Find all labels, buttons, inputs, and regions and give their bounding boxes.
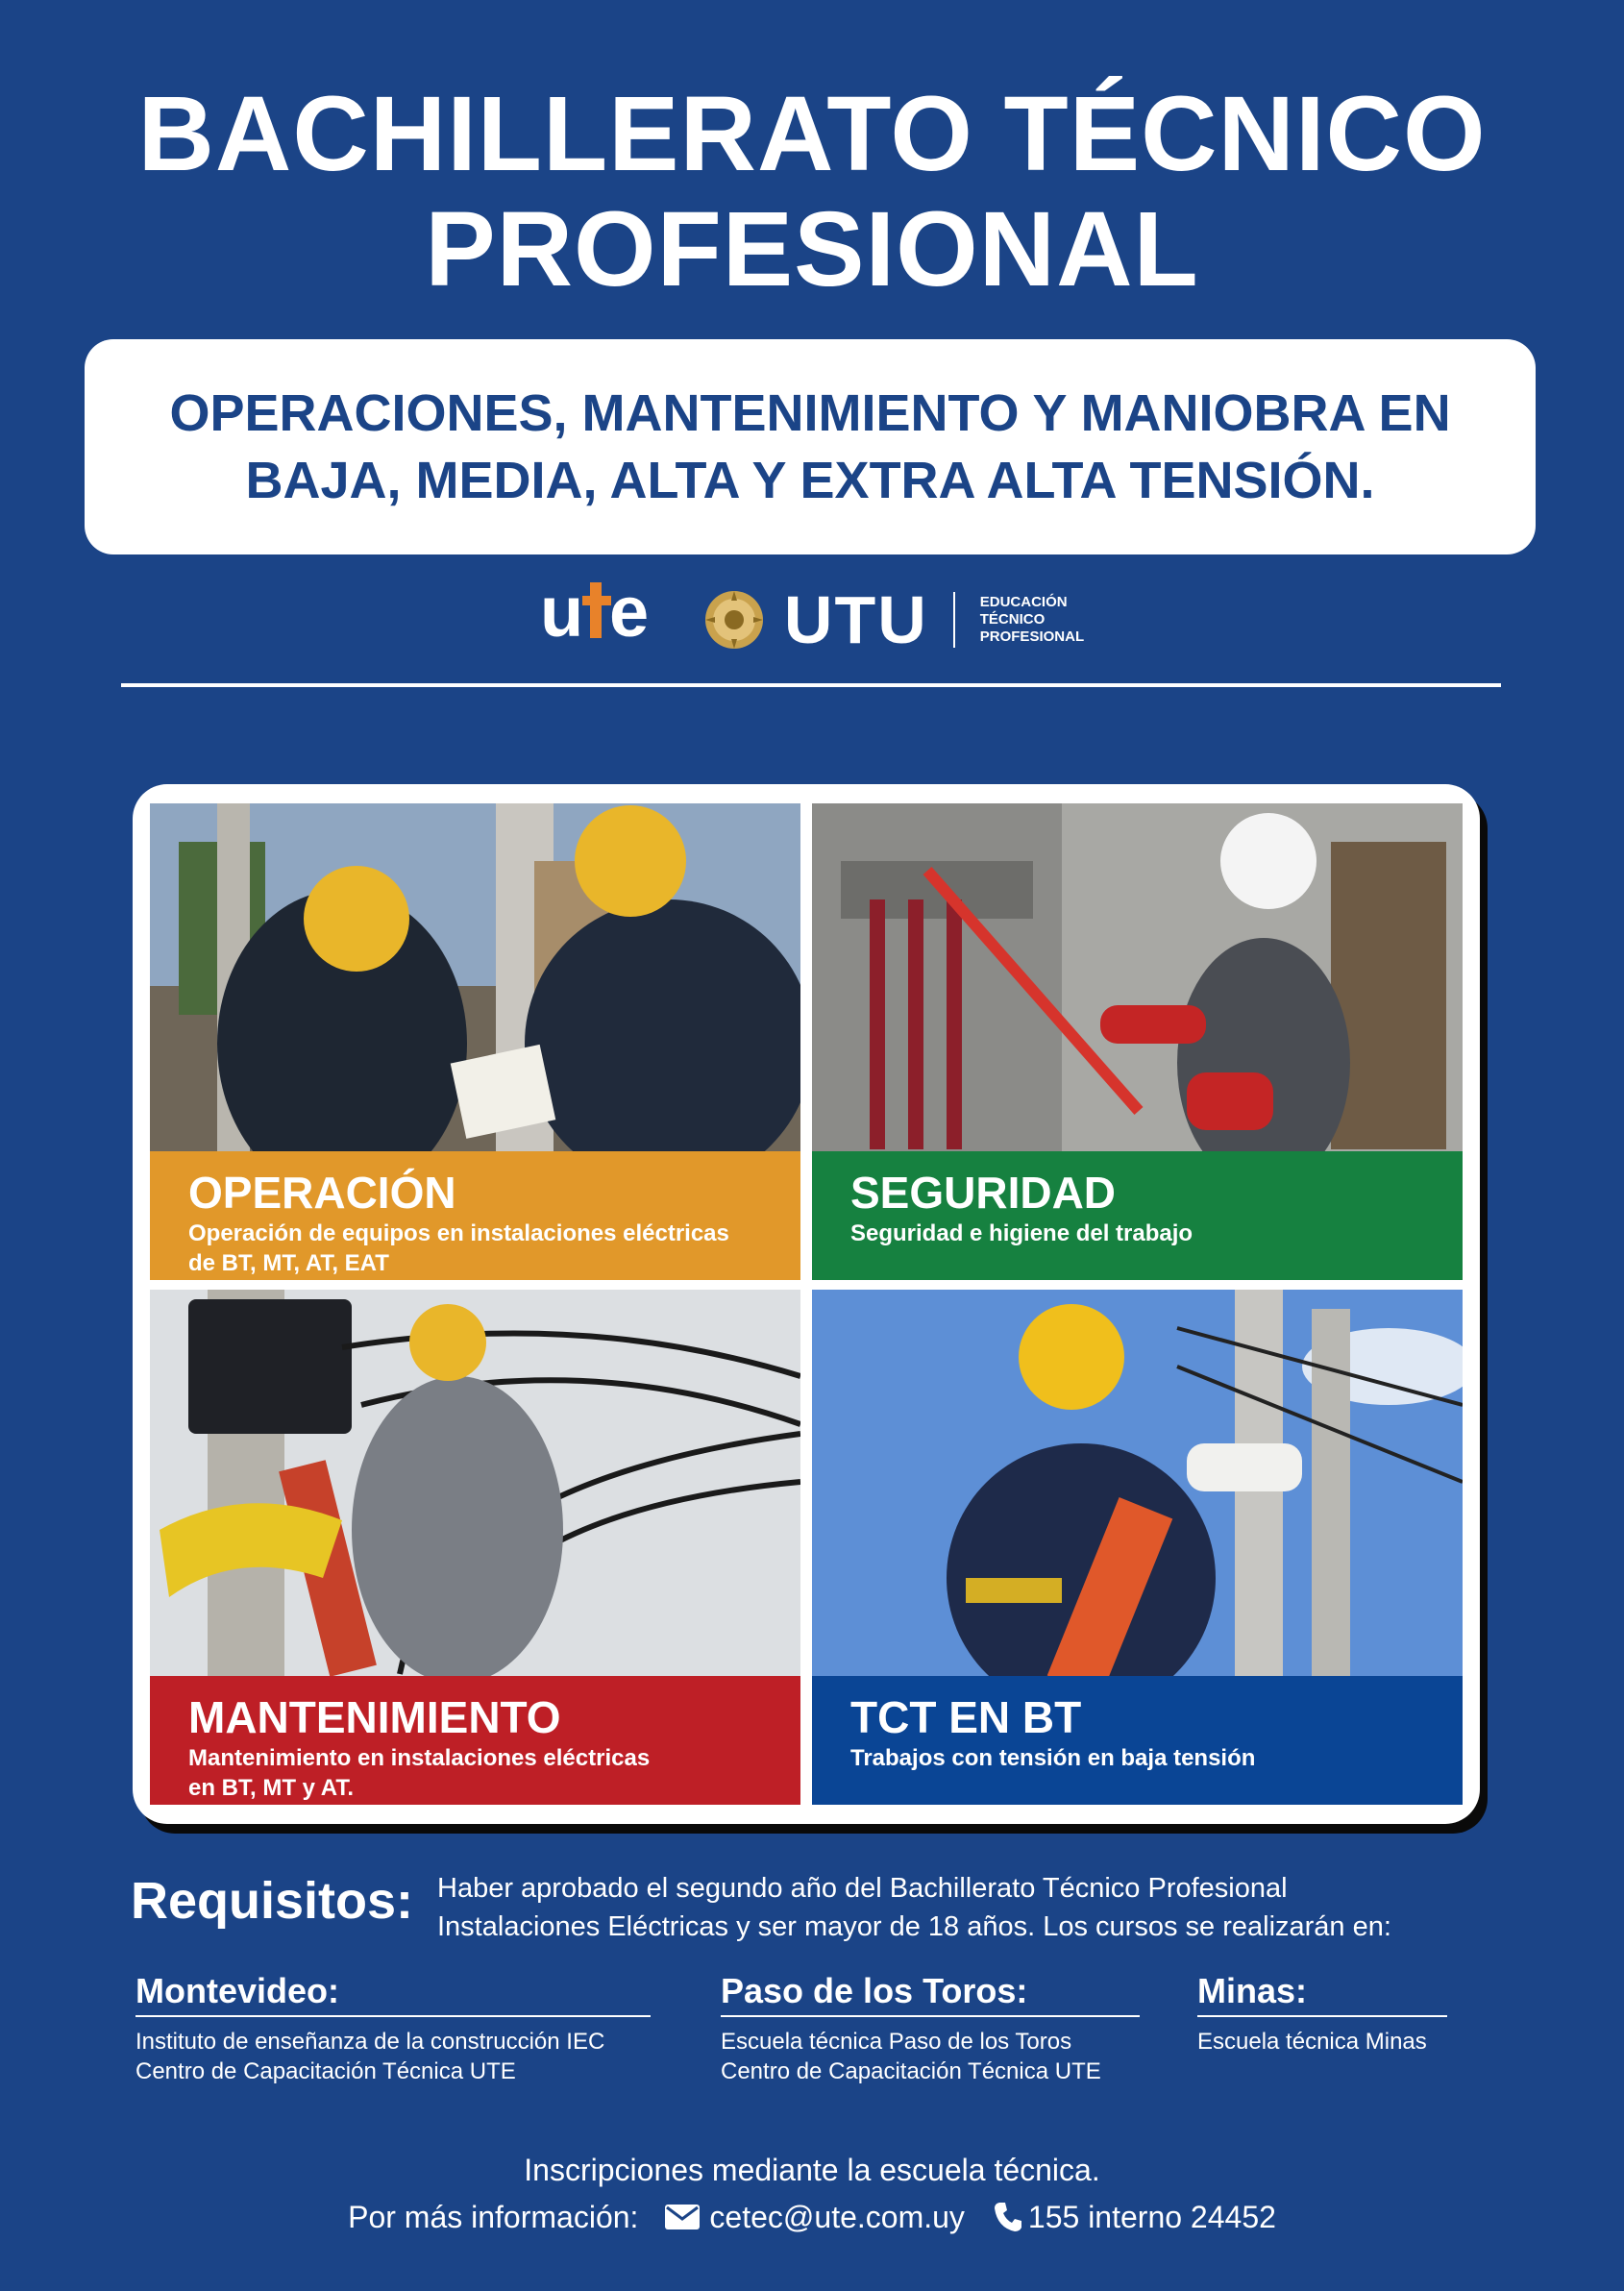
email-link[interactable]: cetec@ute.com.uy (709, 2199, 965, 2234)
card-tct-en-bt (812, 1290, 1463, 1805)
subtitle-line-2: BAJA, MEDIA, ALTA Y EXTRA ALTA TENSIÓN. (245, 452, 1375, 509)
school-name: Escuela técnica Paso de los Toros (721, 2029, 1072, 2055)
card-description: Operación de equipos en instalaciones eléctricas de BT, MT, AT, EAT (188, 1220, 729, 1276)
requisitos-line-2: Instalaciones Eléctricas y ser mayor de 18 años. Los cursos se realizarán en: (437, 1911, 1391, 1942)
phone-number[interactable]: 155 interno 24452 (1027, 2199, 1276, 2234)
program-cards-panel (133, 784, 1480, 1824)
mantenimiento-band (150, 1676, 800, 1805)
operacion-photo (150, 803, 800, 1151)
card-operacion (150, 803, 800, 1280)
svg-text:u: u (539, 578, 582, 646)
city-name: Paso de los Toros: (721, 1971, 1140, 2017)
requisitos-text (437, 1869, 1494, 1946)
edu-line-1: EDUCACIÓN (979, 594, 1068, 610)
school-name: Centro de Capacitación Técnica UTE (135, 2058, 516, 2084)
divider-line (121, 683, 1501, 687)
edu-line-3: PROFESIONAL (979, 628, 1085, 645)
location-montevideo (135, 1971, 651, 2086)
ute-logo (540, 577, 684, 664)
card-title: OPERACIÓN (188, 1168, 456, 1218)
requisitos-line-1: Haber aprobado el segundo año del Bachillerato Técnico Profesional (437, 1873, 1288, 1904)
tct-band (812, 1676, 1463, 1805)
inscripciones-text: Inscripciones mediante la escuela técnica. (524, 2153, 1100, 2187)
mantenimiento-photo (150, 1290, 800, 1676)
card-description: Mantenimiento en instalaciones eléctricas en BT, MT y AT. (188, 1745, 651, 1801)
phone-icon (994, 2202, 1022, 2232)
utu-logo: UTU (783, 582, 928, 657)
card-title: MANTENIMIENTO (188, 1692, 561, 1742)
edu-line-2: TÉCNICO (979, 611, 1046, 628)
location-minas (1197, 1971, 1447, 2057)
logo-divider (953, 592, 955, 648)
card-description: Trabajos con tensión en baja tensión (850, 1745, 1256, 1771)
seguridad-band (812, 1151, 1463, 1280)
contact-row (0, 2196, 1624, 2238)
page-title (0, 77, 1624, 308)
card-description: Seguridad e higiene del trabajo (850, 1220, 1193, 1246)
card-seguridad (812, 803, 1463, 1280)
mail-icon (665, 2205, 700, 2229)
operacion-band (150, 1151, 800, 1280)
city-name: Minas: (1197, 1971, 1447, 2017)
seal-icon (703, 589, 765, 651)
location-paso-de-los-toros (721, 1971, 1140, 2086)
educacion-tecnico-profesional-label (980, 594, 1084, 646)
city-name: Montevideo: (135, 1971, 651, 2017)
info-label: Por más información: (348, 2199, 639, 2234)
requisitos-label: Requisitos: (131, 1872, 414, 1930)
tct-photo (812, 1290, 1463, 1676)
logo-row (0, 578, 1624, 657)
card-title: TCT EN BT (850, 1692, 1082, 1742)
card-mantenimiento (150, 1290, 800, 1805)
card-title: SEGURIDAD (850, 1168, 1117, 1218)
school-name: Escuela técnica Minas (1197, 2029, 1427, 2055)
subtitle-box (85, 339, 1536, 554)
title-line-1: BACHILLERATO TÉCNICO (137, 75, 1487, 193)
subtitle-line-1: OPERACIONES, MANTENIMIENTO Y MANIOBRA EN (169, 384, 1451, 442)
seguridad-photo (812, 803, 1463, 1151)
school-name: Instituto de enseñanza de la construcción IEC (135, 2029, 605, 2055)
title-line-2: PROFESIONAL (425, 190, 1199, 308)
school-name: Centro de Capacitación Técnica UTE (721, 2058, 1101, 2084)
svg-text:e: e (608, 578, 648, 646)
